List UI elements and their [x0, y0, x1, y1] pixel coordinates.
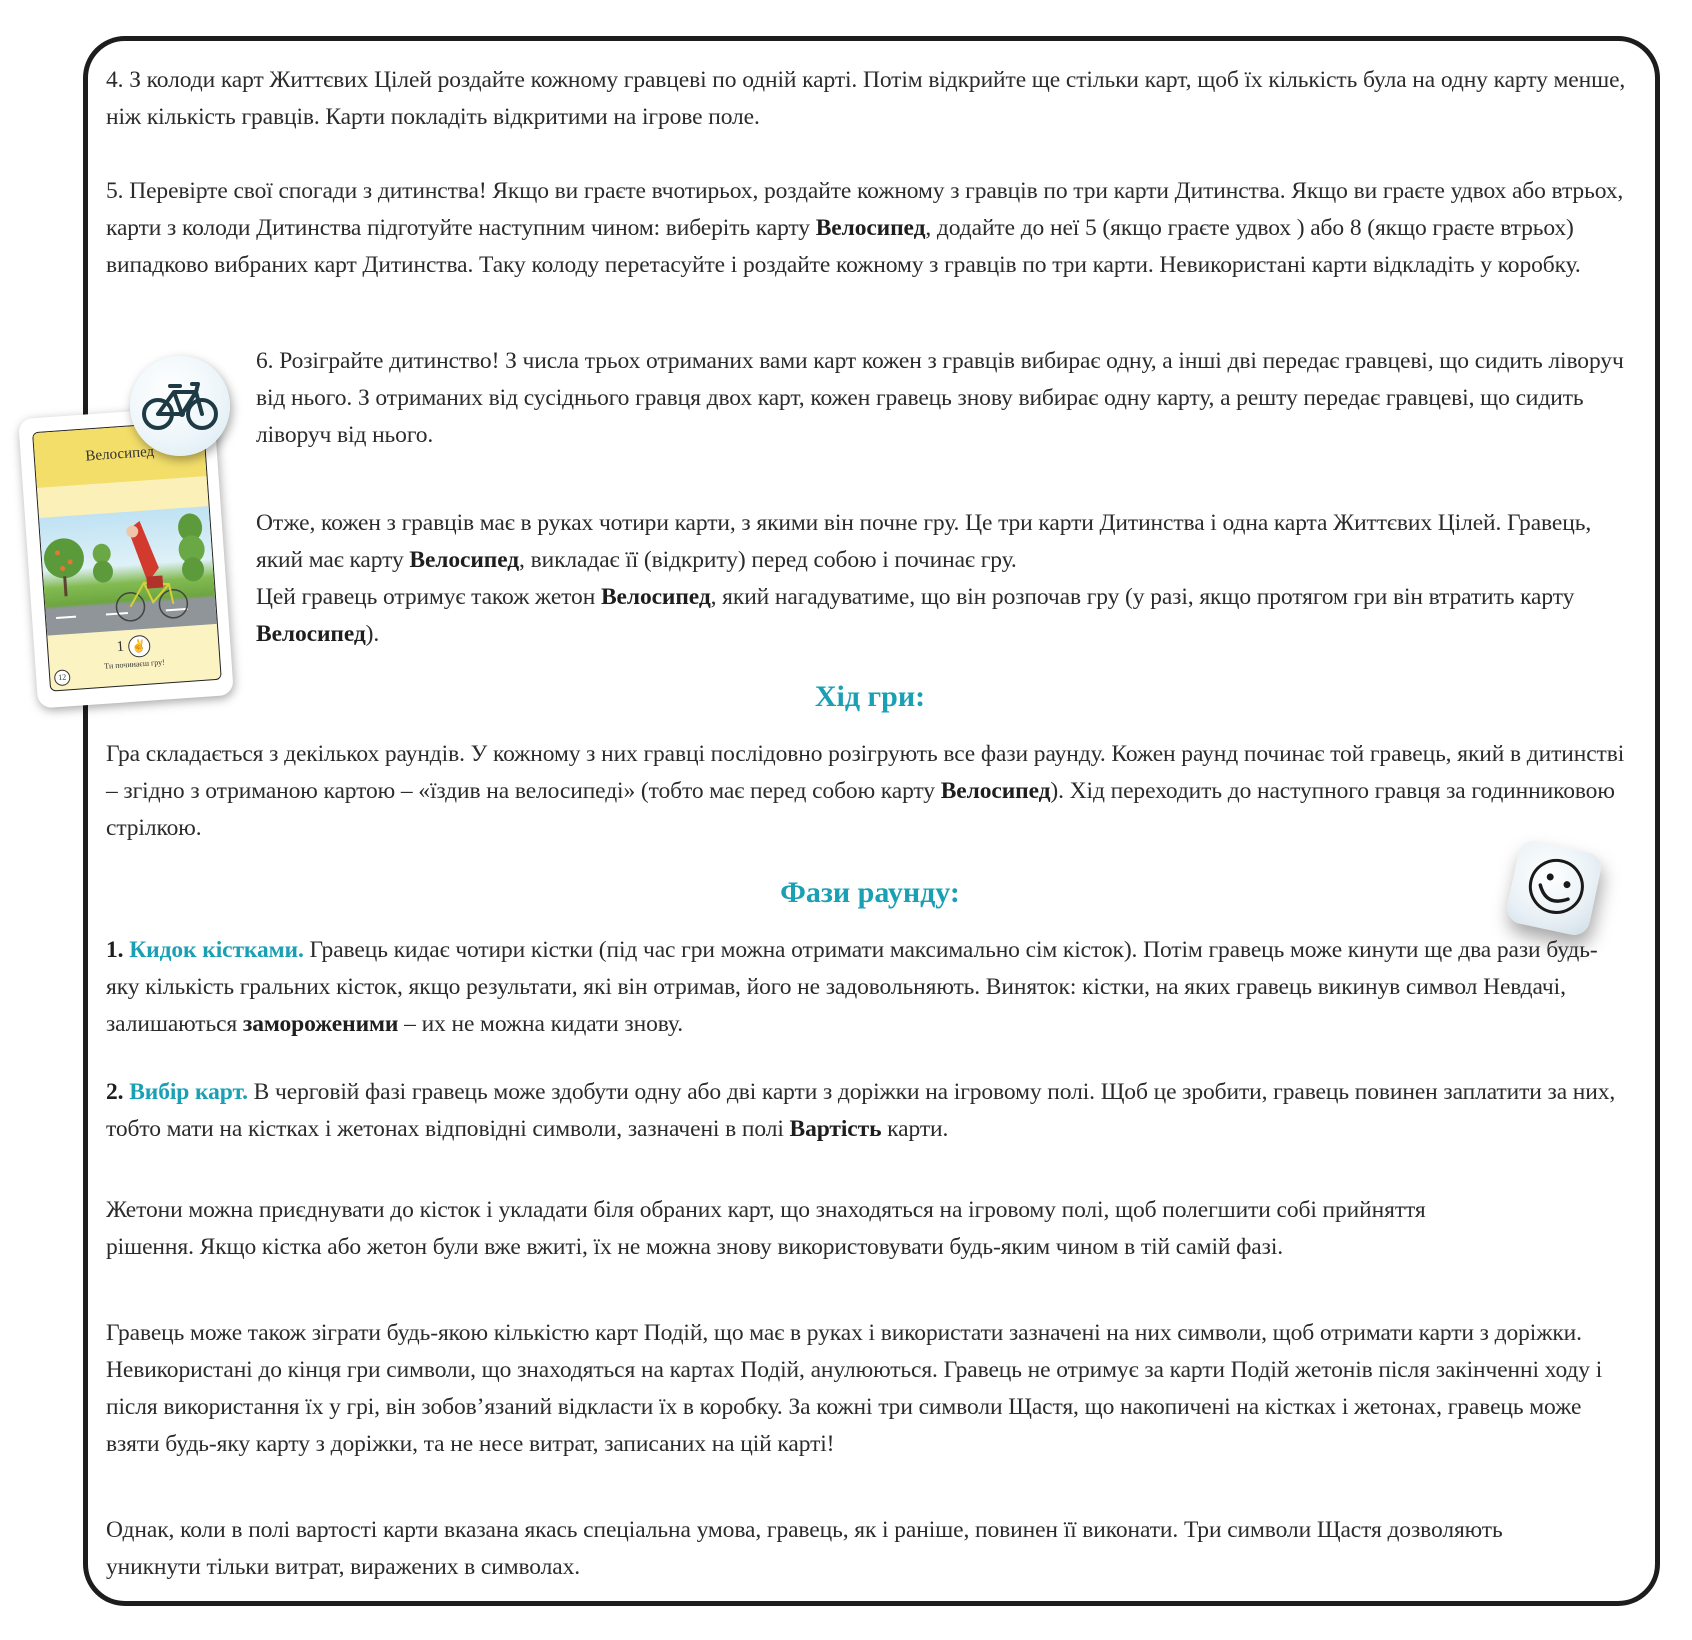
card-value: 1	[116, 638, 125, 656]
phase-1	[106, 932, 1626, 1043]
summary-paragraph	[256, 505, 1616, 653]
step-number: 6.	[256, 348, 274, 374]
gameplay-text: Гра складається з декількох раундів. У кожному з них гравці послідовно розігрують все фази раунду. Кожен раунд починає той гравець, який в дитинстві – згідно з отриманою картою – «їздив на велосипеді» (тобто має перед собою карту	[106, 741, 1625, 804]
card-caption: Ти починаєш гру!	[103, 657, 166, 671]
step-number: 4.	[106, 67, 124, 93]
step-text: , додайте до неї 5 (якщо граєте удвох ) або 8 (якщо граєте втрьох) випадково вибраних карт Дитинства. Таку колоду перетасуйте і роздайте кожному з гравців по три карти. Невикористані карти відкладіть у коробку.	[106, 215, 1581, 278]
special-paragraph: Однак, коли в полі вартості карти вказана якась спеціальна умова, гравець, як і раніше, повинен її виконати. Три символи Щастя дозволяють уникнути тільки витрат, виражених в символах.	[106, 1517, 1503, 1580]
summary-text: ).	[365, 621, 380, 647]
summary-text: Цей гравець отримує також жетон	[256, 584, 601, 610]
phase-title: Кидок кістками.	[129, 937, 304, 963]
step-4	[106, 62, 1646, 136]
summary-text: Отже, кожен з гравців має в руках чотири карти, з якими він почне гру. Це три карти Дитинства і одна карта Життєвих Цілей. Гравець, який має карту	[256, 510, 1592, 573]
card-title: Велосипед	[33, 421, 206, 488]
phase-number: 2.	[106, 1079, 124, 1105]
card-illustration	[39, 506, 217, 636]
phase-2	[106, 1074, 1626, 1148]
bold-term: Велосипед	[940, 778, 1051, 804]
step-text: Розіграйте дитинство! З числа трьох отриманих вами карт кожен з гравців вибирає одну, а інші дві передає гравцеві, що сидить ліворуч від нього. З отриманих від сусіднього гравця двох карт, кожен гравець знову вибирає одну карту, а решту передає гравцеві, що сидить ліворуч від нього.	[256, 348, 1624, 448]
gameplay-paragraph	[106, 736, 1636, 847]
bold-term: Велосипед	[409, 547, 520, 573]
cyclist-illustration	[39, 506, 217, 636]
summary-text: , викладає її (відкриту) перед собою і починає гру.	[519, 547, 1017, 573]
events-paragraph: Гравець може також зіграти будь-якою кількістю карт Подій, що має в руках і використати зазначені на них символи, щоб отримати карти з доріжки. Невикористані до кінця гри символи, що знаходяться на картах Подій, анулюються. Гравець не отримує за карти Подій жетонів після закінченні ходу і після використання їх у грі, він зобов’язаний відкласти їх в коробку. За кожні три символи Щастя, що накопичені на кістках і жетонах, гравець може взяти будь-яку карту з доріжки, та не несе витрат, записаних на цій карті!	[106, 1320, 1603, 1457]
phase-title: Вибір карт.	[129, 1079, 248, 1105]
bold-term: Велосипед	[600, 584, 711, 610]
phase-text: Гравець кидає чотири кістки (під час гри можна отримати максимально сім кісток). Потім гравець може кинути ще два рази будь-яку кількість гральних кісток, якщо результати, які він отримав, його не задовольняють. Виняток: кістки, на яких гравець викинув символ Невдачі, залишаються	[106, 937, 1598, 1037]
bicycle-token	[130, 356, 230, 456]
step-6	[256, 343, 1636, 454]
step-5	[106, 173, 1626, 284]
bold-term: Велосипед	[256, 621, 366, 647]
victory-hand-icon: ✌	[127, 635, 150, 658]
gameplay-heading: Хід гри:	[814, 680, 926, 713]
bold-term: Вартість	[789, 1116, 882, 1142]
tokens-paragraph: Жетони можна приєднувати до кісток і укладати біля обраних карт, що знаходяться на ігровому полі, щоб полегшити собі прийняття рішення. Якщо кістка або жетон були вже вжиті, їх не можна знову використовувати будь-яким чином в тій самій фазі.	[106, 1197, 1426, 1260]
phase-number: 1.	[106, 937, 124, 963]
card-face	[32, 420, 222, 691]
step-text: З колоди карт Життєвих Цілей роздайте кожному гравцеві по одній карті. Потім відкрийте ще стільки карт, щоб їх кількість була на одну карту менше, ніж кількість гравців. Карти покладіть відкритими на ігрове поле.	[106, 67, 1626, 130]
summary-text: , який нагадуватиме, що він розпочав гру (у разі, якщо протягом гри він втратить карту	[710, 584, 1575, 610]
phases-heading: Фази раунду:	[780, 876, 960, 909]
phase-text: В черговій фазі гравець може здобути одну або дві карти з доріжки на ігровому полі. Щоб це зробити, гравець повинен заплатити за них, тобто мати на кістках і жетонах відповідні символи, зазначені в полі	[106, 1079, 1616, 1142]
step-number: 5.	[106, 178, 124, 204]
step-text: Перевірте свої спогади з дитинства! Якщо ви граєте вчотирьох, роздайте кожному з гравців по три карти Дитинства. Якщо ви граєте удвох або втрьох, карти з колоди Дитинства підготуйте наступним чином: виберіть карту	[106, 178, 1624, 241]
phase-text: – их не можна кидати знову.	[398, 1011, 683, 1037]
bicycle-icon	[130, 356, 230, 456]
card-number: 12	[54, 669, 71, 686]
phase-text: карти.	[881, 1116, 949, 1142]
gameplay-text: ). Хід переходить до наступного гравця за годинниковою стрілкою.	[106, 778, 1615, 841]
bold-term: замороженими	[242, 1011, 399, 1037]
bold-term: Велосипед	[815, 215, 926, 241]
